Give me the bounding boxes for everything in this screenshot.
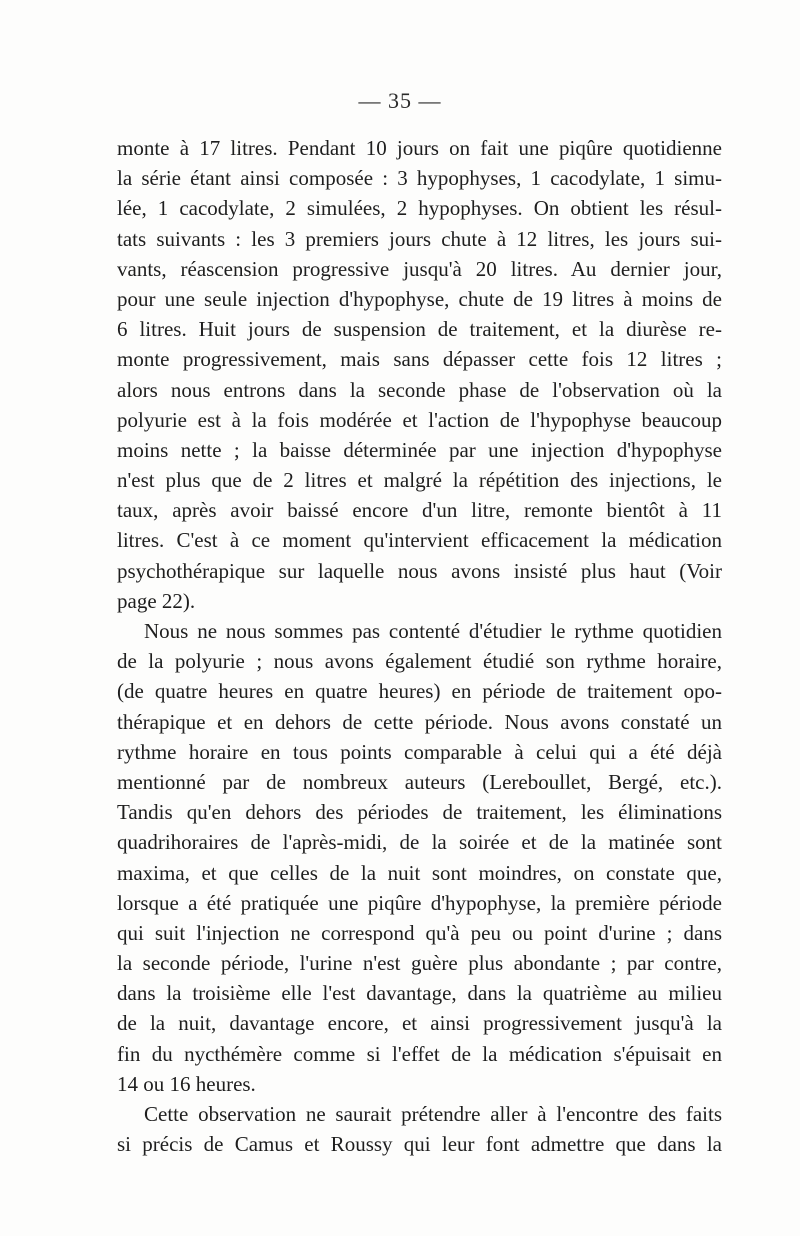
text-line: dans la troisième elle l'est davantage, dans la quatrième au milieu: [117, 981, 722, 1006]
text-line: lorsque a été pratiquée une piqûre d'hypophyse, la première période: [117, 890, 722, 915]
text-line: de la polyurie ; nous avons également étudié son rythme horaire,: [117, 649, 722, 674]
body-text: [117, 133, 722, 1159]
text-line: monte progressivement, mais sans dépasser cette fois 12 litres ;: [117, 347, 722, 372]
text-line: rythme horaire en tous points comparable à celui qui a été déjà: [117, 739, 722, 764]
text-line: 6 litres. Huit jours de suspension de traitement, et la diurèse re-: [117, 317, 722, 342]
text-line: litres. C'est à ce moment qu'intervient efficacement la médication: [117, 528, 722, 553]
text-line: maxima, et que celles de la nuit sont moindres, on constate que,: [117, 860, 722, 885]
text-line: 14 ou 16 heures.: [117, 1071, 256, 1096]
text-line: lée, 1 cacodylate, 2 simulées, 2 hypophyses. On obtient les résul-: [117, 196, 722, 221]
text-line: page 22).: [117, 588, 196, 613]
paragraph-2: [117, 616, 722, 1099]
text-line: Nous ne nous sommes pas contenté d'étudier le rythme quotidien: [144, 619, 722, 643]
paragraph-1: [117, 133, 722, 616]
text-line: fin du nycthémère comme si l'effet de la médication s'épuisait en: [117, 1041, 722, 1066]
text-line: mentionné par de nombreux auteurs (Lereboullet, Bergé, etc.).: [117, 769, 722, 794]
paragraph-3: [117, 1099, 722, 1159]
text-line: (de quatre heures en quatre heures) en période de traitement opo-: [117, 679, 722, 704]
text-line: polyurie est à la fois modérée et l'action de l'hypophyse beaucoup: [117, 407, 722, 432]
text-line: tats suivants : les 3 premiers jours chute à 12 litres, les jours sui-: [117, 226, 722, 251]
text-line: qui suit l'injection ne correspond qu'à peu ou point d'urine ; dans: [117, 920, 722, 945]
text-line: Tandis qu'en dehors des périodes de traitement, les éliminations: [117, 800, 722, 825]
text-line: alors nous entrons dans la seconde phase de l'observation où la: [117, 377, 722, 402]
text-line: psychothérapique sur laquelle nous avons insisté plus haut (Voir: [117, 558, 722, 583]
text-line: si précis de Camus et Roussy qui leur font admettre que dans la: [117, 1132, 722, 1157]
text-line: pour une seule injection d'hypophyse, chute de 19 litres à moins de: [117, 286, 722, 311]
text-line: Cette observation ne saurait prétendre aller à l'encontre des faits: [144, 1102, 722, 1126]
text-line: vants, réascension progressive jusqu'à 20 litres. Au dernier jour,: [117, 256, 722, 281]
page-number: — 35 —: [358, 88, 442, 113]
text-line: moins nette ; la baisse déterminée par une injection d'hypophyse: [117, 437, 722, 462]
text-line: n'est plus que de 2 litres et malgré la répétition des injections, le: [117, 468, 722, 493]
text-line: thérapique et en dehors de cette période. Nous avons constaté un: [117, 709, 722, 734]
text-line: la seconde période, l'urine n'est guère plus abondante ; par contre,: [117, 951, 722, 976]
text-line: quadrihoraires de l'après-midi, de la soirée et de la matinée sont: [117, 830, 722, 855]
text-line: de la nuit, davantage encore, et ainsi progressivement jusqu'à la: [117, 1011, 722, 1036]
text-line: la série étant ainsi composée : 3 hypophyses, 1 cacodylate, 1 simu-: [117, 166, 722, 191]
text-line: monte à 17 litres. Pendant 10 jours on fait une piqûre quotidienne: [117, 136, 722, 160]
text-line: taux, après avoir baissé encore d'un litre, remonte bientôt à 11: [117, 498, 722, 523]
